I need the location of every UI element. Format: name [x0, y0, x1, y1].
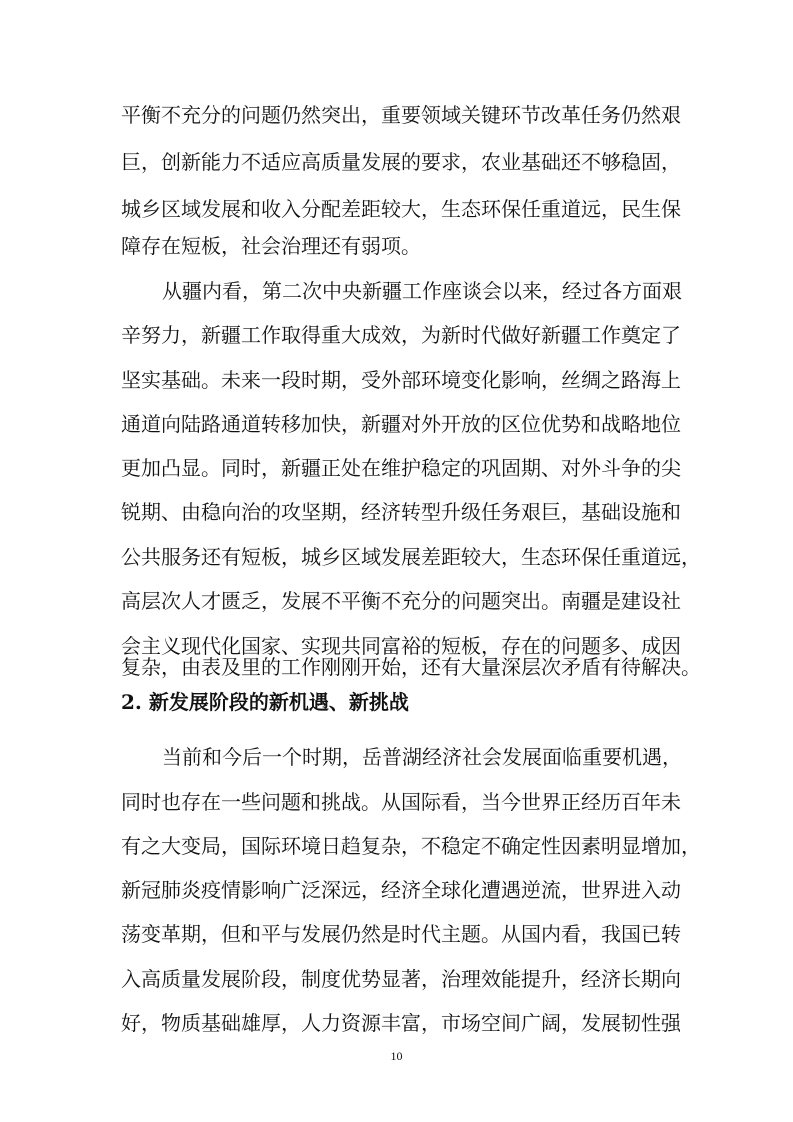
text-line: 锐期、由稳向治的攻坚期，经济转型升级任务艰巨，基础设施和 [121, 500, 681, 524]
text-line: 更加凸显。同时，新疆正处在维护稳定的巩固期、对外斗争的尖 [121, 456, 681, 480]
text-line: 入高质量发展阶段，制度优势显著，治理效能提升，经济长期向 [121, 967, 681, 991]
text-line: 辛努力，新疆工作取得重大成效，为新时代做好新疆工作奠定了 [121, 323, 681, 347]
text-line: 当前和今后一个时期，岳普湖经济社会发展面临重要机遇， [162, 745, 682, 769]
text-line: 城乡区域发展和收入分配差距较大，生态环保任重道远，民生保 [121, 197, 681, 221]
text-line: 公共服务还有短板，城乡区域发展差距较大，生态环保任重道远， [121, 545, 701, 569]
text-line: 新冠肺炎疫情影响广泛深远，经济全球化遭遇逆流，世界进入动 [121, 878, 681, 902]
section-heading: 2. 新发展阶段的新机遇、新挑战 [121, 690, 409, 714]
text-line: 从疆内看，第二次中央新疆工作座谈会以来，经过各方面艰 [162, 279, 682, 303]
text-line: 好，物质基础雄厚，人力资源丰富，市场空间广阔，发展韧性强 [121, 1011, 681, 1035]
text-line: 复杂，由表及里的工作刚刚开始，还有大量深层次矛盾有待解决。 [121, 655, 701, 679]
text-line: 荡变革期，但和平与发展仍然是时代主题。从国内看，我国已转 [121, 922, 681, 946]
text-line: 坚实基础。未来一段时期，受外部环境变化影响，丝绸之路海上 [121, 368, 681, 392]
text-line: 高层次人才匮乏，发展不平衡不充分的问题突出。南疆是建设社 [121, 589, 681, 613]
text-line: 同时也存在一些问题和挑战。从国际看，当今世界正经历百年未 [121, 790, 681, 814]
text-line: 会主义现代化国家、实现共同富裕的短板，存在的问题多、成因 [121, 634, 681, 658]
text-line: 有之大变局，国际环境日趋复杂，不稳定不确定性因素明显增加， [121, 834, 701, 858]
text-line: 平衡不充分的问题仍然突出，重要领域关键环节改革任务仍然艰 [121, 103, 681, 127]
page-number: 10 [390, 1049, 403, 1063]
text-line: 通道向陆路通道转移加快，新疆对外开放的区位优势和战略地位 [121, 412, 681, 436]
text-line: 障存在短板，社会治理还有弱项。 [121, 234, 421, 258]
text-line: 巨，创新能力不适应高质量发展的要求，农业基础还不够稳固， [121, 150, 681, 174]
